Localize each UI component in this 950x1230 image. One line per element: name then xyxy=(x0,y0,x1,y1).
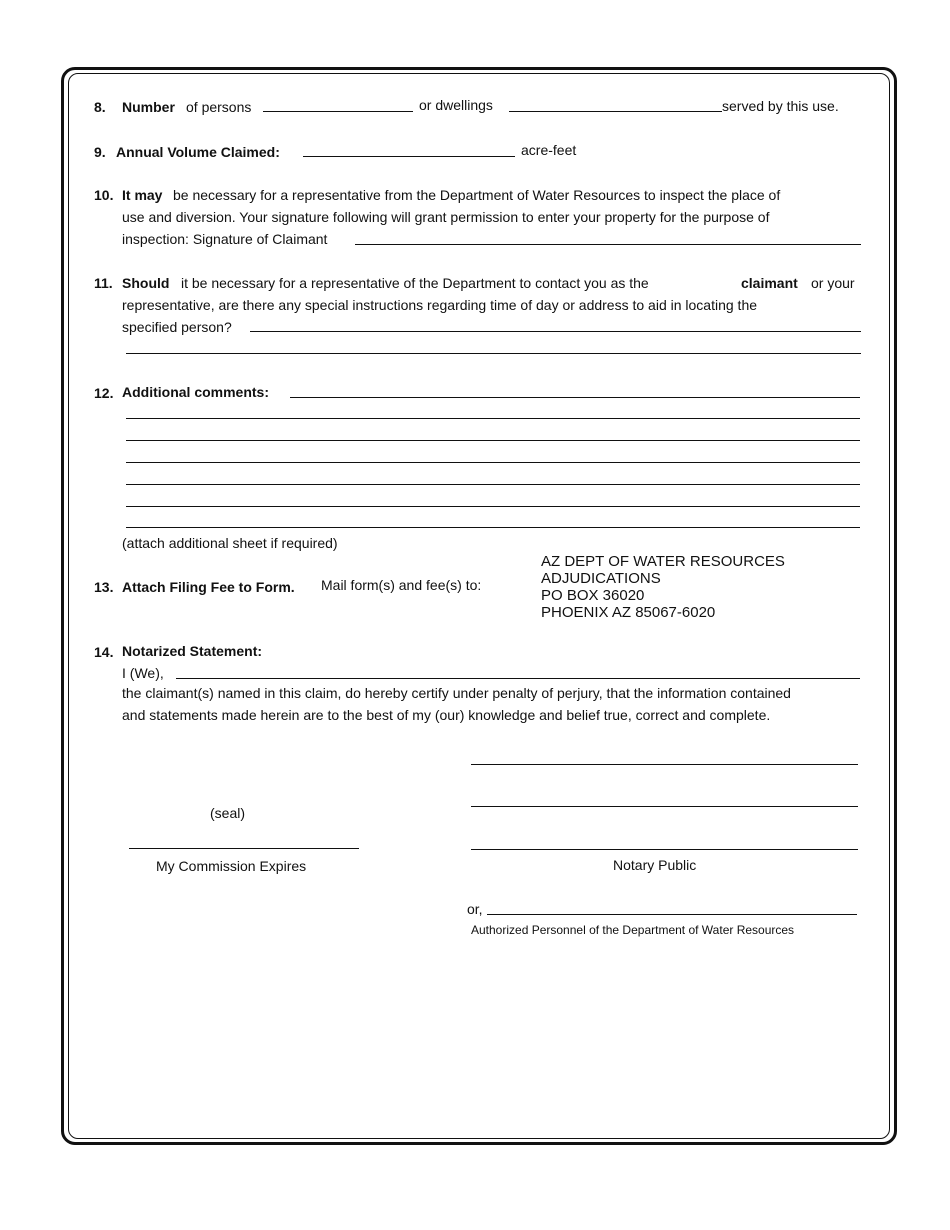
q8-label: of persons xyxy=(186,99,252,115)
q11-line2: representative, are there any special instructions regarding time of day or address to aid in locating the xyxy=(122,297,758,313)
q8-number: 8. xyxy=(94,99,106,115)
q10-lead: It may xyxy=(122,187,163,203)
q9-label: Annual Volume Claimed: xyxy=(116,144,280,160)
q14-we: I (We), xyxy=(122,665,164,681)
authorized-personnel-label: Authorized Personnel of the Department of Water Resources xyxy=(471,923,795,937)
comments-line-7[interactable] xyxy=(126,527,860,528)
q14-number: 14. xyxy=(94,644,114,660)
commission-expires-field[interactable] xyxy=(129,848,359,849)
q12-number: 12. xyxy=(94,385,114,401)
q11-line1b: claimant xyxy=(741,275,798,291)
comments-line-1[interactable] xyxy=(290,397,860,398)
q10-number: 10. xyxy=(94,187,114,203)
notary-signature-field[interactable] xyxy=(471,849,858,850)
address-line-3: PO BOX 36020 xyxy=(541,587,645,604)
special-instructions-field-2[interactable] xyxy=(126,353,861,354)
q11-line1c: or your xyxy=(811,275,855,291)
q10-line2: use and diversion. Your signature following will grant permission to enter your property for the purpose of xyxy=(122,209,770,225)
q11-line1a: it be necessary for a representative of the Department to contact you as the xyxy=(181,275,649,291)
q9-unit: acre-feet xyxy=(521,142,577,158)
q14-label: Notarized Statement: xyxy=(122,643,263,659)
q11-number: 11. xyxy=(94,275,113,291)
seal-label: (seal) xyxy=(210,805,246,821)
q11-lead: Should xyxy=(122,275,170,291)
q11-line3: specified person? xyxy=(122,319,232,335)
q10-line3: inspection: Signature of Claimant xyxy=(122,231,328,247)
mailing-address xyxy=(541,553,785,621)
q14-line1: the claimant(s) named in this claim, do hereby certify under penalty of perjury, that the information contained xyxy=(122,685,791,701)
claimant-signature-field[interactable] xyxy=(355,244,861,245)
notary-public-label: Notary Public xyxy=(613,857,697,873)
comments-line-5[interactable] xyxy=(126,484,860,485)
q13-number: 13. xyxy=(94,579,114,595)
q9-number: 9. xyxy=(94,144,106,160)
q13-label: Attach Filing Fee to Form. xyxy=(122,579,295,595)
address-line-1: AZ DEPT OF WATER RESOURCES xyxy=(541,553,785,570)
q14-line2: and statements made herein are to the best of my (our) knowledge and belief true, correct and complete. xyxy=(122,707,771,723)
q8-end-label: served by this use. xyxy=(722,98,839,114)
persons-field[interactable] xyxy=(263,111,413,112)
q13-rest: Mail form(s) and fee(s) to: xyxy=(321,577,482,593)
special-instructions-field[interactable] xyxy=(250,331,861,332)
q8-dwellings-label: or dwellings xyxy=(419,97,493,113)
q12-label: Additional comments: xyxy=(122,384,270,400)
notary-line-2[interactable] xyxy=(471,806,858,807)
annual-volume-field[interactable] xyxy=(303,156,515,157)
comments-line-4[interactable] xyxy=(126,462,860,463)
claimant-name-field[interactable] xyxy=(176,678,860,679)
q10-line1: be necessary for a representative from the Department of Water Resources to inspect the place of xyxy=(173,187,781,203)
comments-line-2[interactable] xyxy=(126,418,860,419)
dwellings-field[interactable] xyxy=(509,111,722,112)
or-label: or, xyxy=(467,901,483,917)
notary-line-1[interactable] xyxy=(471,764,858,765)
comments-line-6[interactable] xyxy=(126,506,860,507)
q8-label-bold: Number xyxy=(122,99,175,115)
q12-note: (attach additional sheet if required) xyxy=(122,535,338,551)
address-line-4: PHOENIX AZ 85067-6020 xyxy=(541,604,716,621)
comments-line-3[interactable] xyxy=(126,440,860,441)
authorized-personnel-field[interactable] xyxy=(487,914,857,915)
address-line-2: ADJUDICATIONS xyxy=(541,570,661,587)
commission-label: My Commission Expires xyxy=(156,858,307,874)
